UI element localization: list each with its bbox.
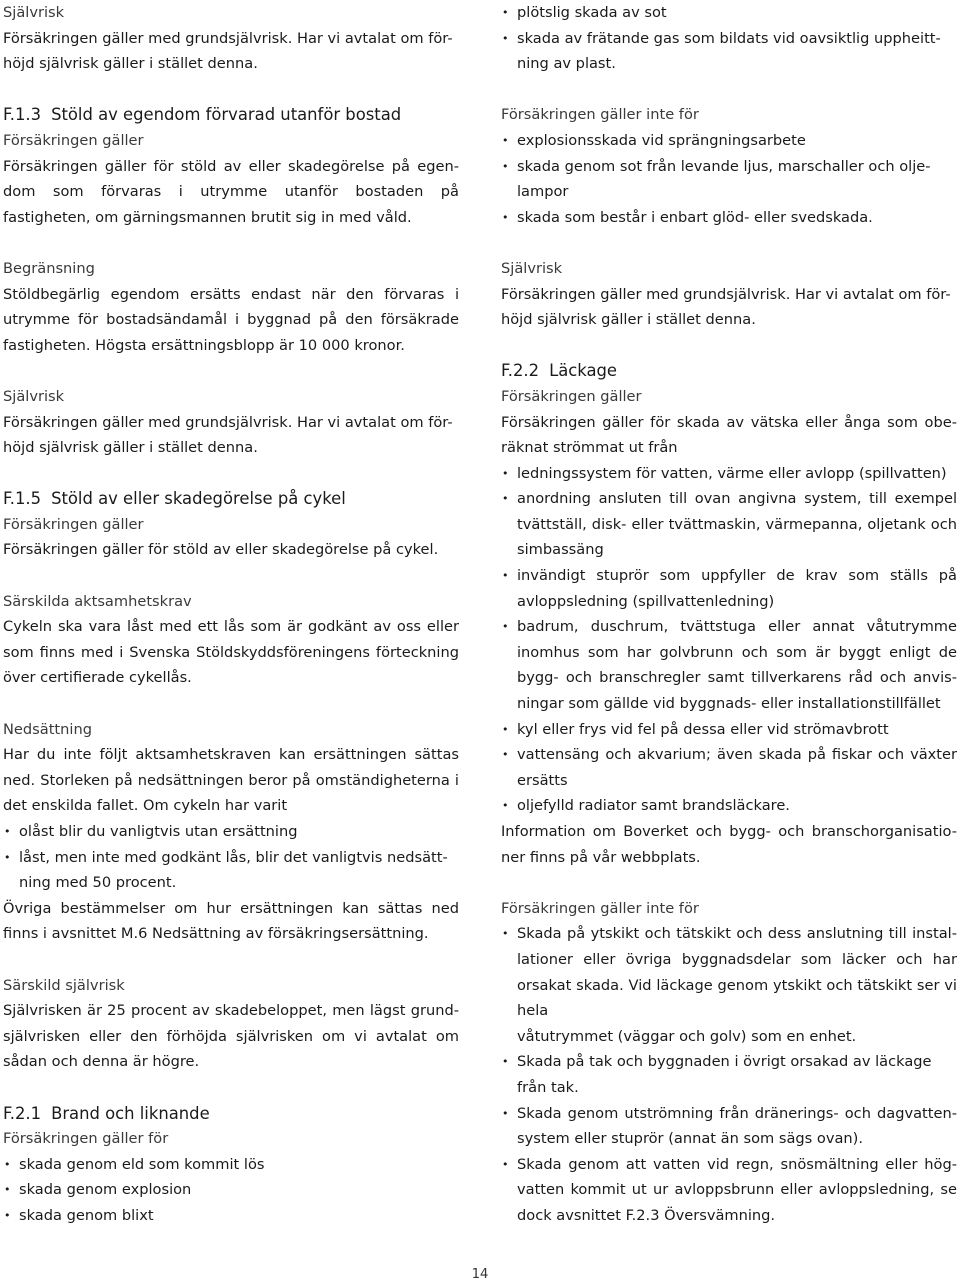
paragraph: Försäkringen gäller med grundsjälvrisk. Har vi avtalat om för-höjd självrisk gäller i stället denna. [3,413,453,457]
section-title-f115 [3,486,459,512]
section-number: F.2.1 [3,1103,42,1123]
section-heading: Försäkringen gäller inte för [501,899,699,917]
section-number: F.1.3 [3,105,42,125]
subheading: Försäkringen gäller för [3,1130,169,1148]
section-number: F.1.5 [3,489,42,509]
section-heading: Nedsättning [3,720,92,738]
list-item: • Skada genom utströmning från dränerings- och dagvatten-system eller stuprör (annat än som sägs ovan). [501,1101,957,1152]
list-item-text: Skada på ytskikt och tätskikt och dess anslutning till instal-lationer eller övriga byggnadsdelar som läcker och har orsakat skada. Vid läckage genom ytskikt och tätskikt ser vi hela [517,925,957,1020]
bullet-list [3,819,459,896]
section-title-f113 [3,102,459,128]
list-item: • badrum, duschrum, tvättstuga eller annat våtutrymme inomhus som har golvbrunn och som är byggt enligt de bygg- och branschregler samt tillverkarens råd och anvis-ningar som gällde vid byggnads- eller installationstillfället [501,614,957,716]
section-title-text: Läckage [549,361,618,381]
list-item: • skada genom blixt [3,1203,459,1229]
list-item: • skada som består i enbart glöd- eller svedskada. [501,205,957,231]
paragraph: Självrisken är 25 procent av skadebeloppet, men lägst grund-självrisken eller den förhöjda självrisken om vi avtalat om sådan och denna är högre. [3,1002,459,1071]
subheading: Försäkringen gäller [501,387,642,405]
bullet-list [501,921,957,1228]
list-item: • olåst blir du vanligtvis utan ersättning [3,819,459,845]
paragraph: Stöldbegärlig egendom ersätts endast när den förvaras i utrymme för bostadsändamål i byggnad på den försäkrade fastigheten. Högsta ersättningsblopp är 10 000 kronor. [3,285,459,354]
list-item: • skada genom eld som kommit lös [3,1152,459,1178]
list-item: • oljefylld radiator samt brandsläckare. [501,793,957,819]
page-number: 14 [471,1267,489,1282]
paragraph: Cykeln ska vara låst med ett lås som är godkänt av oss eller som finns med i Svenska Stöldskyddsföreningens förteckning över certifierade cykellås. [3,618,459,687]
paragraph: Försäkringen gäller för stöld av eller skadegörelse på egen-dom som förvaras i utrymme utanför bostaden på fastigheten, om gärningsmannen brutit sig in med våld. [3,157,459,226]
section-heading: Självrisk [3,4,65,21]
paragraph: Övriga bestämmelser om hur ersättningen kan sättas ned finns i avsnittet M.6 Nedsättning av försäkringsersättning. [3,899,459,943]
list-item: • kyl eller frys vid fel på dessa eller vid strömavbrott [501,717,957,743]
list-item [501,921,957,1049]
section-title-f222 [501,358,957,384]
left-column [3,0,459,1229]
list-item: • skada genom sot från levande ljus, marschaller och olje-lampor [501,154,957,205]
section-heading: Försäkringen gäller inte för [501,106,699,124]
paragraph: Har du inte följt aktsamhetskraven kan ersättningen sättas ned. Storleken på nedsättningen beror på omständigheterna i det enskilda fallet. Om cykeln har varit [3,746,459,815]
list-item: • Skada genom att vatten vid regn, snösmältning eller hög-vatten kommit ut ur avloppsbrunn eller avloppsledning, se dock avsnittet F.2.3 Översvämning. [501,1152,957,1229]
section-title-text: Stöld av egendom förvarad utanför bostad [51,105,402,125]
list-item: • plötslig skada av sot [501,0,957,26]
list-item: • explosionsskada vid sprängningsarbete [501,128,957,154]
right-column [501,0,957,1229]
bullet-list [501,128,957,230]
list-item: • Skada på tak och byggnaden i övrigt orsakad av läckage från tak. [501,1049,957,1100]
list-item: • ledningssystem för vatten, värme eller avlopp (spillvatten) [501,461,957,487]
paragraph: Information om Boverket och bygg- och branschorganisatio-ner finns på vår webbplats. [501,823,957,866]
list-item: • invändigt stuprör som uppfyller de krav som ställs på avloppsledning (spillvattenledning) [501,563,957,614]
list-item-continuation: våtutrymmet (väggar och golv) som en enhet. [517,1027,857,1045]
bullet-list [3,1152,459,1229]
list-item: • skada av frätande gas som bildats vid oavsiktlig uppheitt-ning av plast. [501,26,957,77]
section-heading: Särskild självrisk [3,976,125,994]
bullet-list [501,0,957,77]
subheading: Försäkringen gäller [3,515,144,533]
list-item: • vattensäng och akvarium; även skada på fiskar och växter ersätts [501,742,957,793]
subheading: Försäkringen gäller [3,131,144,149]
section-title-text: Stöld av eller skadegörelse på cykel [51,489,346,509]
section-heading: Självrisk [3,387,65,405]
section-title-text: Brand och liknande [51,1103,210,1123]
paragraph: Försäkringen gäller med grundsjälvrisk. Har vi avtalat om för-höjd självrisk gäller i stället denna. [3,29,453,73]
bullet-list [501,461,957,819]
section-heading: Begränsning [3,259,95,277]
paragraph: Försäkringen gäller med grundsjälvrisk. Har vi avtalat om för-höjd självrisk gäller i stället denna. [501,285,951,329]
section-heading: Självrisk [501,259,563,277]
section-number: F.2.2 [501,361,540,381]
list-item: • skada genom explosion [3,1177,459,1203]
list-item: • låst, men inte med godkänt lås, blir det vanligtvis nedsätt-ning med 50 procent. [3,845,459,896]
list-item: • anordning ansluten till ovan angivna system, till exempel tvättställ, disk- eller tvättmaskin, värmepanna, oljetank och simbassäng [501,486,957,563]
paragraph: Försäkringen gäller för stöld av eller skadegörelse på cykel. [3,541,439,559]
section-title-f221 [3,1101,459,1127]
section-heading: Särskilda aktsamhetskrav [3,592,192,610]
paragraph: Försäkringen gäller för skada av vätska eller ånga som obe-räknat strömmat ut från [501,413,957,457]
